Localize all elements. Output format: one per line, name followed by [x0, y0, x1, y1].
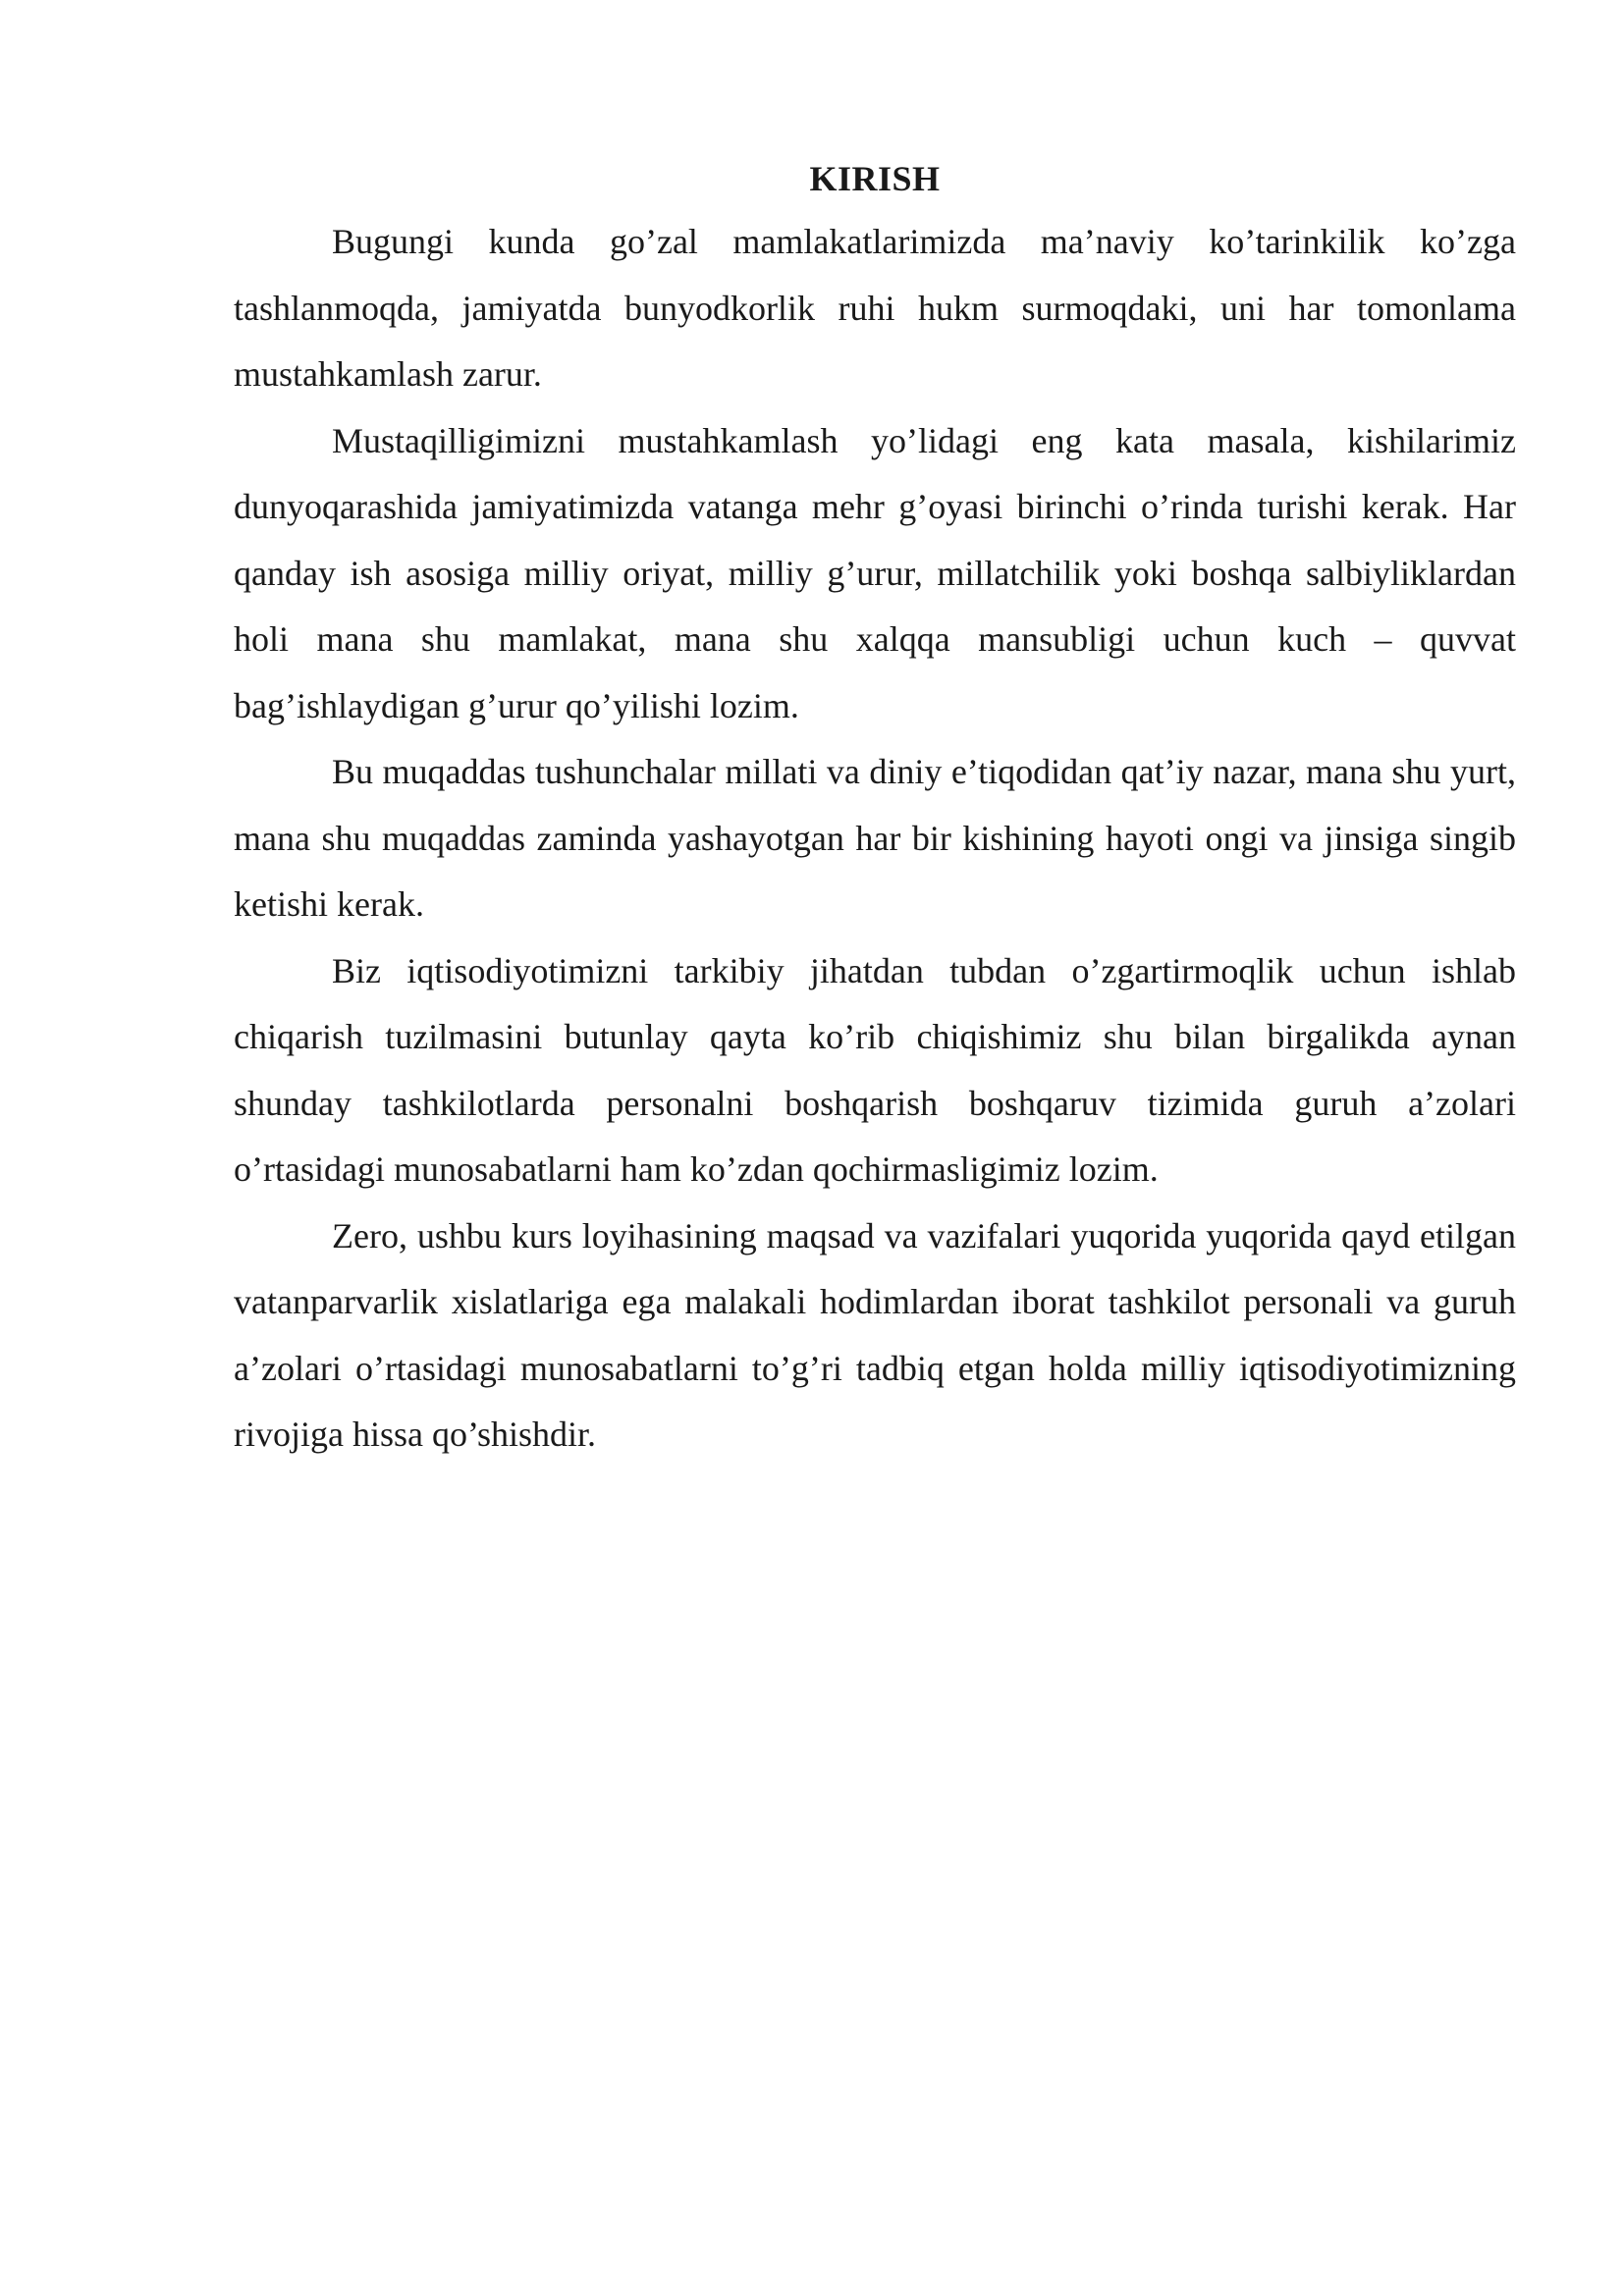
paragraph-2: Mustaqilligimizni mustahkamlash yo’lidagi eng kata masala, kishilarimiz dunyoqarashida jamiyatimizda vatanga mehr g’oyasi birinchi o’rinda turishi kerak. Har qanday ish asosiga milliy oriyat, milliy g’urur, millatchilik yoki boshqa salbiyliklardan holi mana shu mamlakat, mana shu xalqqa mansubligi uchun kuch – quvvat bag’ishlaydigan g’urur qo’yilishi lozim.: [234, 420, 1516, 725]
paragraph-5: Zero, ushbu kurs loyihasining maqsad va vazifalari yuqorida yuqorida qayd etilgan vatanparvarlik xislatlariga ega malakali hodimlardan iborat tashkilot personali va guruh a’zolari o’rtasidagi munosabatlarni to’g’ri tadbiq etgan holda milliy iqtisodiyotimizning rivojiga hissa qo’shishdir.: [234, 1215, 1516, 1454]
page-content: [234, 149, 1516, 1468]
paragraph-4: Biz iqtisodiyotimizni tarkibiy jihatdan tubdan o’zgartirmoqlik uchun ishlab chiqarish tuzilmasini butunlay qayta ko’rib chiqishimiz shu bilan birgalikda aynan shunday tashkilotlarda personalni boshqarish boshqaruv tizimida guruh a’zolari o’rtasidagi munosabatlarni ham ko’zdan qochirmasligimiz lozim.: [234, 950, 1516, 1189]
paragraph-1: Bugungi kunda go’zal mamlakatlarimizda ma’naviy ko’tarinkilik ko’zga tashlanmoqda, jamiyatda bunyodkorlik ruhi hukm surmoqdaki, uni har tomonlama mustahkamlash zarur.: [234, 222, 1516, 394]
paragraph-3: Bu muqaddas tushunchalar millati va diniy e’tiqodidan qat’iy nazar, mana shu yurt, mana shu muqaddas zaminda yashayotgan har bir kishining hayoti ongi va jinsiga singib ketishi kerak.: [234, 752, 1516, 924]
page-title: KIRISH: [809, 159, 941, 198]
